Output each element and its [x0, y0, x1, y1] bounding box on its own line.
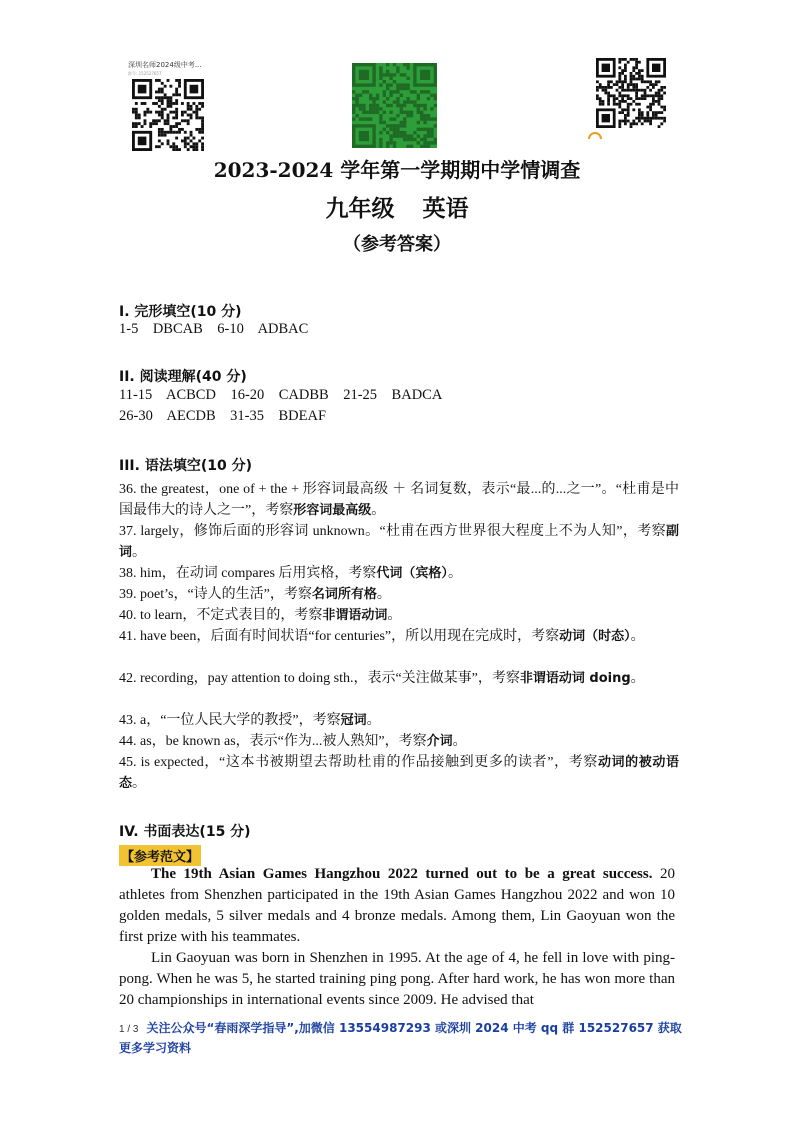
- grammar-item: 36. the greatest，one of + the + 形容词最高级 ＋ 名词复数，表示“最...的...之一”。“杜甫是中国最伟大的诗人之一”，考察形容词最高级。: [119, 482, 679, 518]
- essay-paragraph: Lin Gaoyuan was born in Shenzhen in 1995. At the age of 4, he fell in love with ping-pong. When he was 5, he started training ping pong. After hard work, he has won more than 20 championships in international events since 2009. He advised that: [119, 950, 675, 1008]
- grammar-item: 39. poet’s，“诗人的生活”，考察名词所有格。: [119, 587, 391, 602]
- answer-key-label: （参考答案）: [343, 234, 451, 255]
- subject-label: 英语: [422, 196, 469, 222]
- qr-pattern: [588, 58, 674, 128]
- sample-essay: [119, 864, 675, 1011]
- section-heading: IV. 书面表达(15 分): [119, 824, 251, 840]
- grammar-item: 43. a，“一位人民大学的教授”，考察冠词。: [119, 713, 381, 728]
- answer-line: 26-30 AECDB 31-35 BDEAF: [119, 408, 327, 424]
- qr-subcaption: 群号: 152527657: [128, 71, 162, 76]
- grammar-item: 41. have been，后面有时间状语“for centuries”，所以用现在完成时，考察动词（时态）。: [119, 629, 645, 644]
- footer-promo-text: 关注公众号“春雨深学指导”,加微信 13554987293 或深圳 2024 中考 qq 群 152527657 获取更多学习资料: [119, 1021, 682, 1055]
- grammar-item: 45. is expected，“这本书被期望去帮助杜甫的作品接触到更多的读者”，考察动词的被动语态。: [119, 755, 679, 791]
- qr-code-right: [588, 58, 674, 150]
- page-number: 1 / 3: [119, 1024, 139, 1035]
- page-title: 2023-2024 学年第一学期期中学情调查: [213, 158, 581, 182]
- section-heading: III. 语法填空(10 分): [119, 458, 252, 474]
- section-heading: I. 完形填空(10 分): [119, 304, 242, 320]
- qr-caption: 深圳名师2024级中考...: [128, 61, 202, 69]
- section-heading: II. 阅读理解(40 分): [119, 369, 247, 385]
- qr-code-left: [128, 60, 210, 151]
- sample-essay-label: 【参考范文】: [119, 845, 201, 866]
- answer-line: 1-5 DBCAB 6-10 ADBAC: [119, 321, 309, 337]
- grammar-item: 40. to learn，不定式表目的，考察非谓语动词。: [119, 608, 402, 623]
- qr-pattern: [128, 79, 208, 151]
- grammar-item: 44. as，be known as，表示“作为...被人熟知”，考察介词。: [119, 734, 467, 749]
- qr-pattern-green: [349, 63, 440, 148]
- footer: [119, 1019, 684, 1058]
- grammar-item: 37. largely，修饰后面的形容词 unknown。“杜甫在西方世界很大程度上不为人知”，考察副词。: [119, 524, 679, 560]
- answer-line: 11-15 ACBCD 16-20 CADBB 21-25 BADCA: [119, 387, 443, 403]
- logo-icon: [588, 130, 602, 140]
- grammar-item: 42. recording，pay attention to doing sth.，表示“关注做某事”，考察非谓语动词 doing。: [119, 671, 645, 686]
- qr-code-center: [349, 63, 440, 148]
- grammar-item: 38. him，在动词 compares 后用宾格，考察代词（宾格）。: [119, 566, 462, 581]
- essay-paragraph: The 19th Asian Games Hangzhou 2022 turned out to be a great success. 20 athletes from Shenzhen participated in the 19th Asian Games Hangzhou 2022 and won 10 golden medals, 5 silver medals and 4 bronze medals. Among them, Lin Gaoyuan won the first prize with his teammates.: [119, 866, 675, 945]
- subtitle: [0, 190, 794, 223]
- grade-label: 九年级: [325, 196, 395, 222]
